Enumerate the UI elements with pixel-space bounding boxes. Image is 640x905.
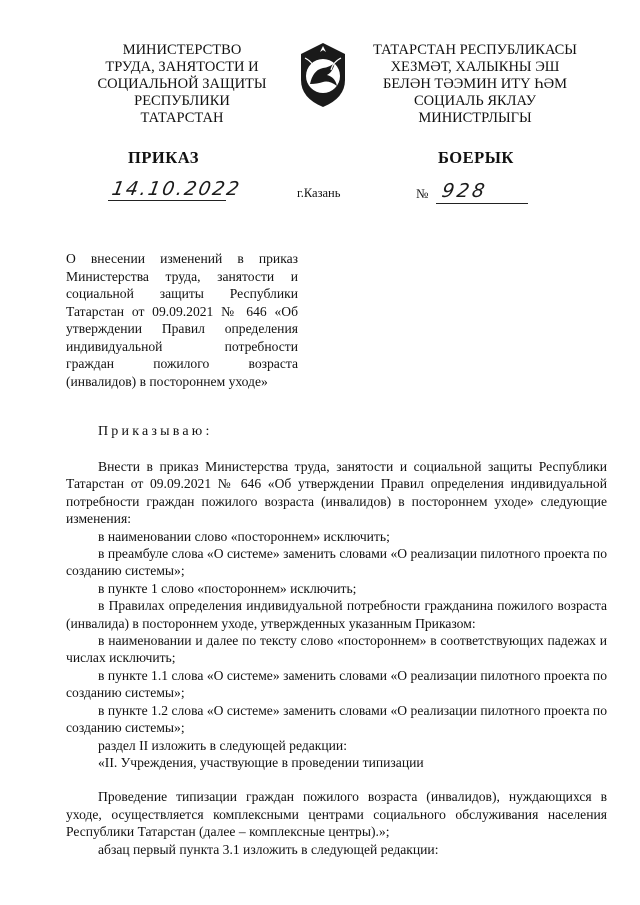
document-city: г.Казань: [297, 186, 341, 200]
body-paragraph: в пункте 1.2 слова «О системе» заменить словами «О реализации пилотного проекта по созданию системы»;: [66, 702, 607, 736]
date-underline: [108, 200, 226, 201]
ministry-name-tatar: [360, 42, 590, 127]
subject-line: граждан пожилого возраста: [66, 356, 298, 371]
subject-line: индивидуальной потребности: [66, 338, 298, 354]
document-body: [66, 458, 607, 858]
body-paragraph: в наименовании слово «постороннем» исключить;: [98, 528, 390, 544]
subject-line: Татарстан от 09.09.2021 № 646 «Об: [66, 303, 298, 319]
body-paragraph: абзац первый пункта 3.1 изложить в следующей редакции:: [98, 841, 439, 857]
document-type-russian: ПРИКАЗ: [128, 148, 199, 167]
ministry-name-tt-line: МИНИСТРЛЫГЫ: [418, 110, 532, 126]
ministry-name-ru-line: МИНИСТЕРСТВО: [122, 42, 242, 58]
ministry-name-tt-line: БЕЛӘН ТӘЭМИН ИТҮ ҺӘМ: [383, 76, 567, 92]
ministry-name-ru-line: ТРУДА, ЗАНЯТОСТИ И: [105, 59, 259, 75]
order-directive: Приказываю:: [98, 424, 213, 439]
document-number: [416, 180, 528, 206]
handwritten-number: 928: [440, 180, 490, 202]
body-paragraph: раздел II изложить в следующей редакции:: [98, 737, 347, 753]
body-paragraph: Внести в приказ Министерства труда, занятости и социальной защиты Республики Татарстан от 09.09.2021 № 646 «Об утверждении Правил определения индивидуальной потребности граждан пожилого возраста (инвалидов) в постороннем уходе» следующие изменения:: [66, 459, 607, 527]
document-date: [108, 178, 243, 204]
ministry-name-tt-line: ТАТАРСТАН РЕСПУБЛИКАСЫ: [373, 42, 577, 58]
ministry-name-ru-line: ТАТАРСТАН: [140, 110, 224, 126]
subject-line: Министерства труда, занятости и: [66, 268, 298, 284]
number-sign: №: [416, 186, 429, 201]
body-paragraph: в преамбуле слова «О системе» заменить словами «О реализации пилотного проекта по созданию системы»;: [66, 546, 607, 579]
document-type-tatar: БОЕРЫК: [438, 148, 514, 167]
ministry-name-ru-line: РЕСПУБЛИКИ: [134, 93, 230, 109]
section-heading-quote: «II. Учреждения, участвующие в проведении типизации: [98, 754, 424, 770]
ministry-name-russian: [82, 42, 282, 127]
ministry-name-ru-line: СОЦИАЛЬНОЙ ЗАЩИТЫ: [97, 76, 267, 92]
body-paragraph: в наименовании и далее по тексту слово «постороннем» в соответствующих падежах и числах исключить;: [66, 633, 607, 666]
handwritten-date: 14.10.2022: [110, 178, 243, 200]
ministry-name-tt-line: ХЕЗМӘТ, ХАЛЫКНЫ ЭШ: [390, 59, 560, 75]
subject-line: (инвалидов) в постороннем уходе»: [66, 373, 268, 389]
tatarstan-emblem-icon: [293, 40, 353, 110]
body-paragraph: Проведение типизации граждан пожилого возраста (инвалидов), нуждающихся в уходе, осуществляется комплексными центрами социального обслуживания населения Республики Татарстан (далее – комплексные центры).»;: [66, 789, 607, 840]
subject-line: О внесении изменений в приказ: [66, 251, 298, 266]
subject-line: утверждении Правил определения: [66, 321, 298, 336]
number-underline: [436, 203, 528, 204]
body-paragraph: в пункте 1.1 слова «О системе» заменить словами «О реализации пилотного проекта по созданию системы»;: [66, 667, 607, 701]
body-paragraph: в Правилах определения индивидуальной потребности гражданина пожилого возраста (инвалида) в постороннем уходе, утвержденных указанным Приказом:: [66, 598, 607, 631]
subject-line: социальной защиты Республики: [66, 286, 298, 301]
document-subject: [66, 250, 298, 390]
body-paragraph: в пункте 1 слово «постороннем» исключить;: [98, 580, 357, 596]
ministry-name-tt-line: СОЦИАЛЬ ЯКЛАУ: [414, 93, 536, 109]
